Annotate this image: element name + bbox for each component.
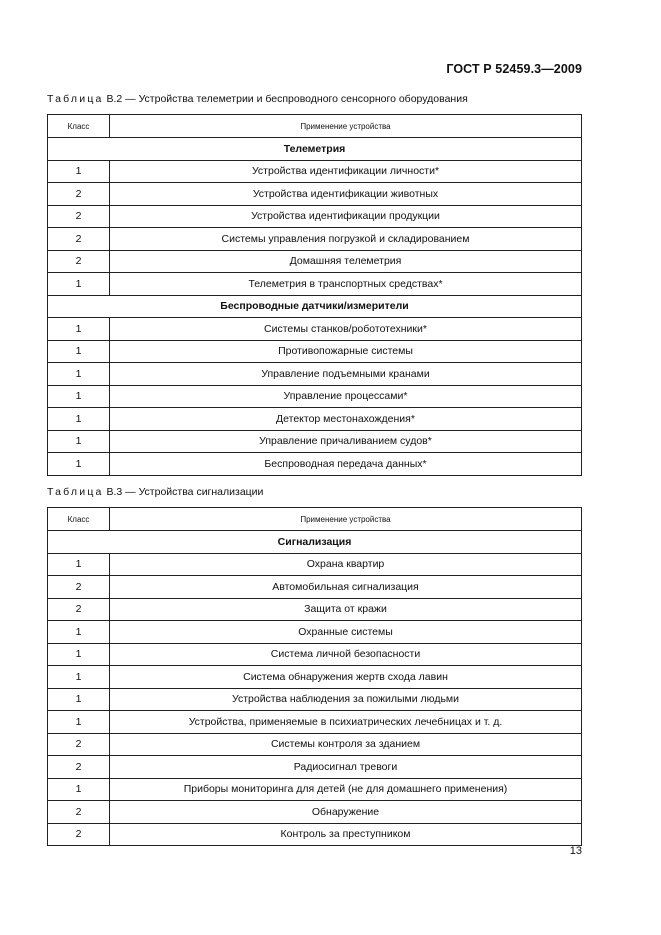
application-cell: Контроль за преступником [110, 823, 582, 846]
application-cell: Радиосигнал тревоги [110, 756, 582, 779]
application-cell: Защита от кражи [110, 598, 582, 621]
class-cell: 2 [48, 576, 110, 599]
class-cell: 1 [48, 553, 110, 576]
caption-word: Таблица [47, 93, 104, 105]
column-header-class: Класс [48, 115, 110, 138]
table-row [48, 756, 582, 779]
table-row [48, 666, 582, 689]
table-row [48, 576, 582, 599]
class-cell: 1 [48, 318, 110, 341]
table-header-row [48, 115, 582, 138]
table-row [48, 453, 582, 476]
class-cell: 2 [48, 598, 110, 621]
table-row [48, 228, 582, 251]
table-header-row [48, 508, 582, 531]
class-cell: 1 [48, 273, 110, 296]
table-row [48, 160, 582, 183]
class-cell: 2 [48, 733, 110, 756]
table-row [48, 801, 582, 824]
application-cell: Системы управления погрузкой и складированием [110, 228, 582, 251]
table-row [48, 688, 582, 711]
class-cell: 1 [48, 621, 110, 644]
class-cell: 1 [48, 711, 110, 734]
table-row [48, 823, 582, 846]
column-header-class: Класс [48, 508, 110, 531]
column-header-application: Применение устройства [110, 115, 582, 138]
table-row [48, 385, 582, 408]
caption-text: В.2 — Устройства телеметрии и беспроводного сенсорного оборудования [103, 93, 468, 105]
class-cell: 2 [48, 823, 110, 846]
document-code: ГОСТ Р 52459.3—2009 [446, 62, 582, 76]
table-row [48, 553, 582, 576]
table-row [48, 205, 582, 228]
class-cell: 2 [48, 250, 110, 273]
class-cell: 1 [48, 363, 110, 386]
application-cell: Система обнаружения жертв схода лавин [110, 666, 582, 689]
table-row [48, 733, 582, 756]
table-row [48, 183, 582, 206]
class-cell: 2 [48, 205, 110, 228]
table-row [48, 621, 582, 644]
class-cell: 1 [48, 453, 110, 476]
application-cell: Охрана квартир [110, 553, 582, 576]
class-cell: 1 [48, 666, 110, 689]
table-row [48, 318, 582, 341]
table-row [48, 273, 582, 296]
column-header-application: Применение устройства [110, 508, 582, 531]
section-header-row [48, 138, 582, 161]
application-cell: Обнаружение [110, 801, 582, 824]
caption-word: Таблица [47, 486, 104, 498]
table-row [48, 250, 582, 273]
application-cell: Автомобильная сигнализация [110, 576, 582, 599]
class-cell: 1 [48, 408, 110, 431]
table-row [48, 598, 582, 621]
section-header-row [48, 531, 582, 554]
application-cell: Системы контроля за зданием [110, 733, 582, 756]
class-cell: 2 [48, 801, 110, 824]
class-cell: 1 [48, 340, 110, 363]
class-cell: 2 [48, 183, 110, 206]
class-cell: 1 [48, 385, 110, 408]
table-b2 [47, 114, 582, 476]
table-b2-caption [47, 93, 468, 105]
table-row [48, 340, 582, 363]
application-cell: Устройства наблюдения за пожилыми людьми [110, 688, 582, 711]
section-title: Беспроводные датчики/измерители [48, 295, 582, 318]
table-row [48, 778, 582, 801]
application-cell: Управление процессами* [110, 385, 582, 408]
application-cell: Устройства, применяемые в психиатрических лечебницах и т. д. [110, 711, 582, 734]
class-cell: 1 [48, 430, 110, 453]
table-row [48, 643, 582, 666]
application-cell: Домашняя телеметрия [110, 250, 582, 273]
application-cell: Устройства идентификации личности* [110, 160, 582, 183]
application-cell: Охранные системы [110, 621, 582, 644]
application-cell: Беспроводная передача данных* [110, 453, 582, 476]
class-cell: 1 [48, 160, 110, 183]
table-b3 [47, 507, 582, 846]
application-cell: Приборы мониторинга для детей (не для домашнего применения) [110, 778, 582, 801]
application-cell: Устройства идентификации животных [110, 183, 582, 206]
application-cell: Телеметрия в транспортных средствах* [110, 273, 582, 296]
class-cell: 1 [48, 643, 110, 666]
section-title: Сигнализация [48, 531, 582, 554]
class-cell: 1 [48, 688, 110, 711]
section-header-row [48, 295, 582, 318]
table-b3-caption [47, 486, 263, 498]
class-cell: 1 [48, 778, 110, 801]
application-cell: Противопожарные системы [110, 340, 582, 363]
table-row [48, 711, 582, 734]
application-cell: Устройства идентификации продукции [110, 205, 582, 228]
table-row [48, 363, 582, 386]
class-cell: 2 [48, 228, 110, 251]
application-cell: Управление подъемными кранами [110, 363, 582, 386]
table-row [48, 408, 582, 431]
caption-text: В.3 — Устройства сигнализации [103, 486, 264, 498]
class-cell: 2 [48, 756, 110, 779]
section-title: Телеметрия [48, 138, 582, 161]
application-cell: Системы станков/робототехники* [110, 318, 582, 341]
application-cell: Детектор местонахождения* [110, 408, 582, 431]
table-row [48, 430, 582, 453]
application-cell: Система личной безопасности [110, 643, 582, 666]
application-cell: Управление причаливанием судов* [110, 430, 582, 453]
page-number: 13 [569, 845, 582, 857]
